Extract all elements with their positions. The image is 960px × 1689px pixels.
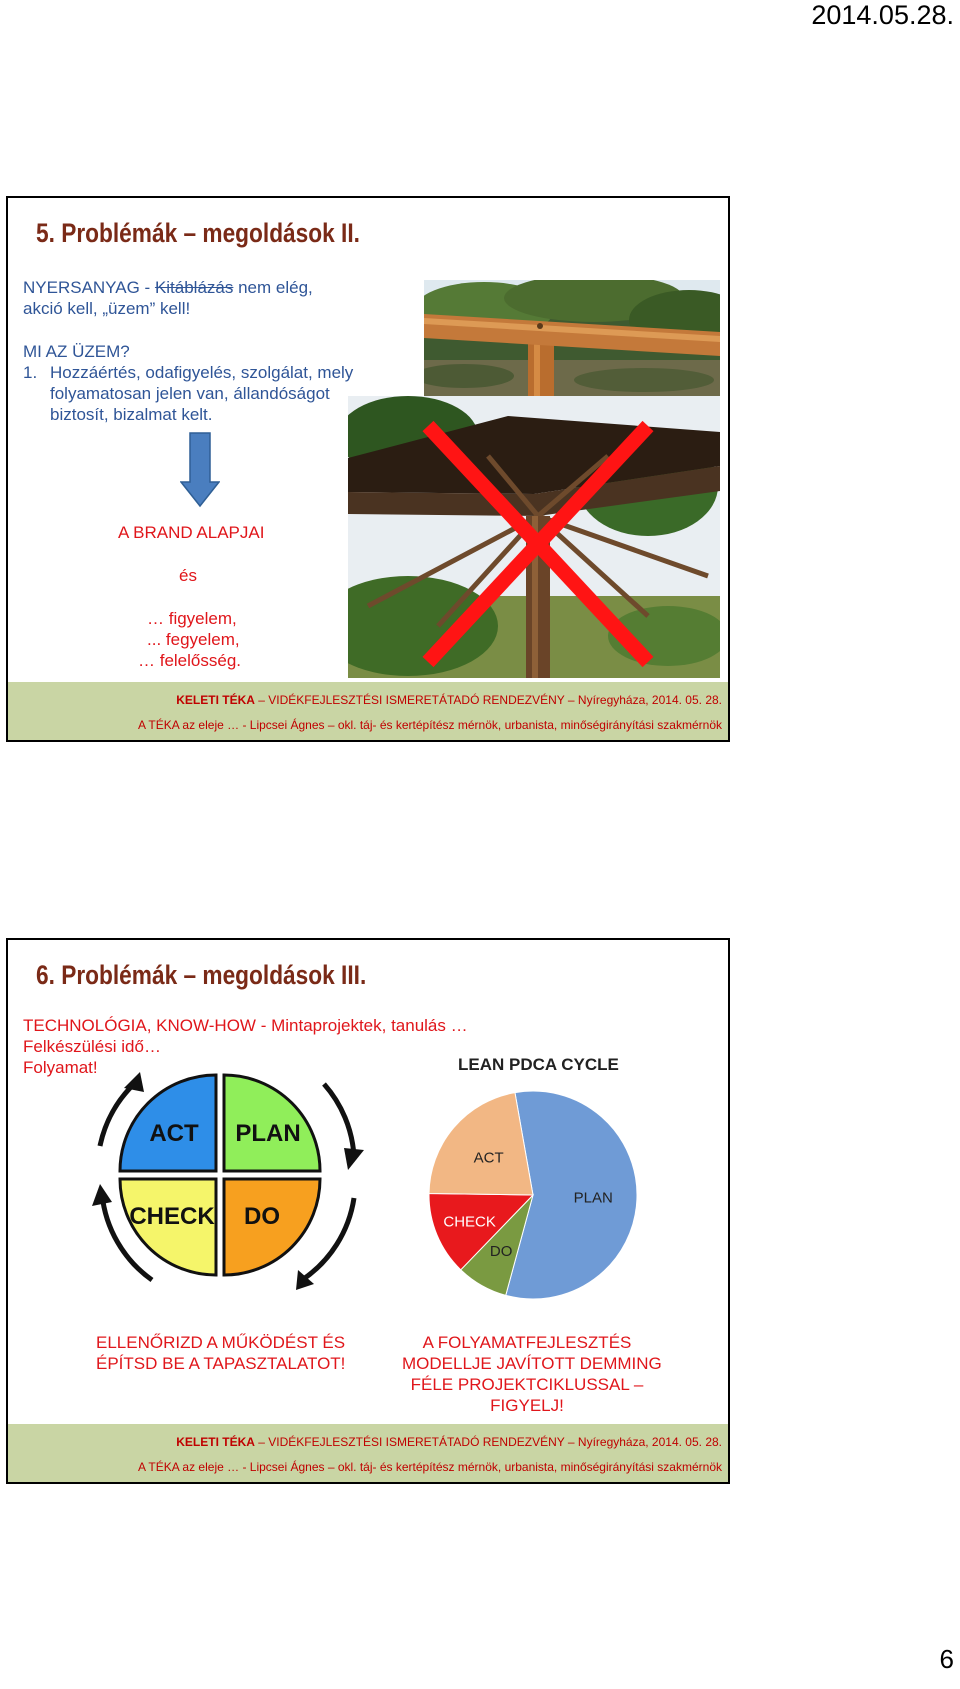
cycle-arrowhead-icon bbox=[92, 1184, 112, 1206]
gazebo-photo bbox=[348, 396, 720, 678]
page-number: 6 bbox=[939, 1644, 954, 1674]
footer-author: A TÉKA az eleje … - Lipcsei Ágnes – okl. táj- és kertépítész mérnök, urbanista, minőségirányítási szakmérnök bbox=[137, 718, 722, 732]
preparation-line: Felkészülési idő… bbox=[23, 1037, 161, 1056]
footer-author: A TÉKA az eleje … - Lipcsei Ágnes – okl. táj- és kertépítész mérnök, urbanista, minőségirányítási szakmérnök bbox=[137, 1460, 722, 1474]
slide-5 bbox=[6, 196, 730, 742]
right-caption-line: FÉLE PROJEKTCIKLUSSAL – bbox=[410, 1375, 644, 1394]
left-caption-line: ÉPÍTSD BE A TAPASZTALATOT! bbox=[96, 1354, 346, 1373]
right-caption-line: FIGYELJ! bbox=[490, 1396, 564, 1415]
pie-label-act: ACT bbox=[473, 1149, 504, 1167]
responsibility-item: … felelősség. bbox=[138, 651, 241, 670]
struck-word: Kitáblázás bbox=[154, 278, 234, 297]
and-label: és bbox=[179, 566, 197, 585]
cycle-arrowhead-icon bbox=[344, 1148, 364, 1170]
plan-label: PLAN bbox=[235, 1120, 301, 1147]
attention-item: … figyelem, bbox=[147, 609, 237, 628]
page-date: 2014.05.28. bbox=[811, 0, 954, 30]
slide-footer bbox=[8, 1424, 728, 1482]
footer-event: KELETI TÉKA – VIDÉKFEJLESZTÉSI ISMERETÁTADÓ RENDEZVÉNY – Nyíregyháza, 2014. 05. 28. bbox=[176, 1435, 722, 1449]
pdca-pie-chart bbox=[418, 1088, 658, 1302]
pie-label-plan: PLAN bbox=[573, 1189, 613, 1207]
action-line: akció kell, „üzem” kell! bbox=[23, 299, 191, 318]
list-item-line: biztosít, bizalmat kelt. bbox=[50, 405, 213, 424]
pie-label-do: DO bbox=[489, 1243, 513, 1261]
chart-title: LEAN PDCA CYCLE bbox=[458, 1055, 619, 1074]
slide-title: 6. Problémák – megoldások III. bbox=[36, 960, 367, 990]
left-caption-line: ELLENŐRIZD A MŰKÖDÉST ÉS bbox=[96, 1333, 346, 1352]
process-line: Folyamat! bbox=[23, 1058, 98, 1077]
brand-label: A BRAND ALAPJAI bbox=[118, 523, 265, 542]
fence-photo bbox=[424, 280, 720, 396]
list-item-line: folyamatosan jelen van, állandóságot bbox=[50, 384, 330, 403]
list-item-line: Hozzáértés, odafigyelés, szolgálat, mely bbox=[50, 363, 354, 382]
act-label: ACT bbox=[149, 1120, 199, 1147]
check-label: CHECK bbox=[129, 1203, 215, 1230]
discipline-item: ... fegyelem, bbox=[147, 630, 240, 649]
do-label: DO bbox=[244, 1203, 280, 1230]
pie-slice-act bbox=[429, 1093, 533, 1195]
raw-material-line: NYERSANYAG - Kitáblázás nem elég, bbox=[23, 278, 313, 297]
right-caption-line: MODELLJE JAVÍTOTT DEMMING bbox=[402, 1354, 662, 1373]
technology-line: TECHNOLÓGIA, KNOW-HOW - Mintaprojektek, tanulás … bbox=[23, 1016, 468, 1035]
footer-event: KELETI TÉKA – VIDÉKFEJLESZTÉSI ISMERETÁTADÓ RENDEZVÉNY – Nyíregyháza, 2014. 05. 28. bbox=[176, 693, 722, 707]
list-number: 1. bbox=[23, 363, 38, 382]
down-arrow-icon bbox=[180, 432, 220, 508]
pdca-cycle-diagram bbox=[92, 1058, 372, 1294]
right-caption-line: A FOLYAMATFEJLESZTÉS bbox=[422, 1333, 632, 1352]
slide-title: 5. Problémák – megoldások II. bbox=[36, 218, 360, 248]
question-line: MI AZ ÜZEM? bbox=[23, 342, 130, 361]
pie-label-check: CHECK bbox=[443, 1213, 496, 1231]
slide-6 bbox=[6, 938, 730, 1484]
slide-footer bbox=[8, 682, 728, 740]
